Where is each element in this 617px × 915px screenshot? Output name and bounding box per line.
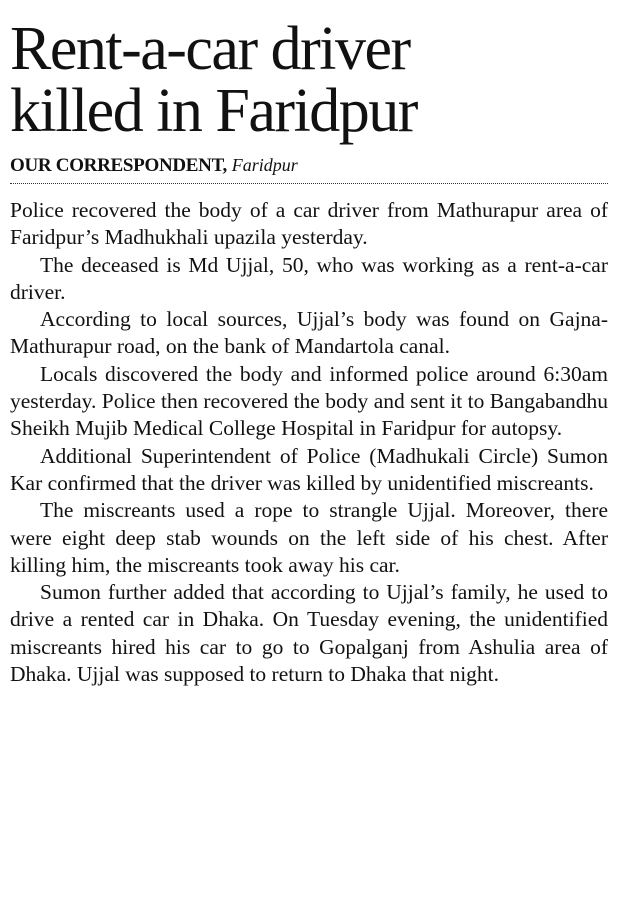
- headline-line-1: Rent-a-car driver: [10, 15, 410, 83]
- dotted-divider: [10, 183, 608, 184]
- byline-author: OUR CORRESPONDENT,: [10, 155, 227, 176]
- paragraph: The deceased is Md Ujjal, 50, who was working as a rent-a-car driver.: [10, 252, 608, 304]
- headline: [10, 15, 608, 145]
- headline-line-2: killed in Faridpur: [10, 77, 417, 145]
- paragraph: Police recovered the body of a car driver from Mathurapur area of Faridpur’s Madhukhali upazila yesterday.: [10, 198, 608, 250]
- news-article: [10, 15, 608, 688]
- paragraph: According to local sources, Ujjal’s body was found on Gajna-Mathurapur road, on the bank of Mandartola canal.: [10, 307, 608, 359]
- paragraph: Additional Superintendent of Police (Madhukali Circle) Sumon Kar confirmed that the driver was killed by unidentified miscreants.: [10, 443, 608, 495]
- paragraph: Locals discovered the body and informed police around 6:30am yesterday. Police then recovered the body and sent it to Bangabandhu Sheikh Mujib Medical College Hospital in Faridpur for autopsy.: [10, 361, 608, 441]
- article-body: [10, 197, 608, 688]
- byline: [10, 154, 608, 177]
- byline-location: Faridpur: [231, 155, 298, 175]
- paragraph: The miscreants used a rope to strangle Ujjal. Moreover, there were eight deep stab wounds on the left side of his chest. After killing him, the miscreants took away his car.: [10, 498, 608, 577]
- paragraph: Sumon further added that according to Ujjal’s family, he used to drive a rented car in Dhaka. On Tuesday evening, the unidentified miscreants hired his car to go to Gopalganj from Ashulia area of Dhaka. Ujjal was supposed to return to Dhaka that night.: [10, 580, 608, 687]
